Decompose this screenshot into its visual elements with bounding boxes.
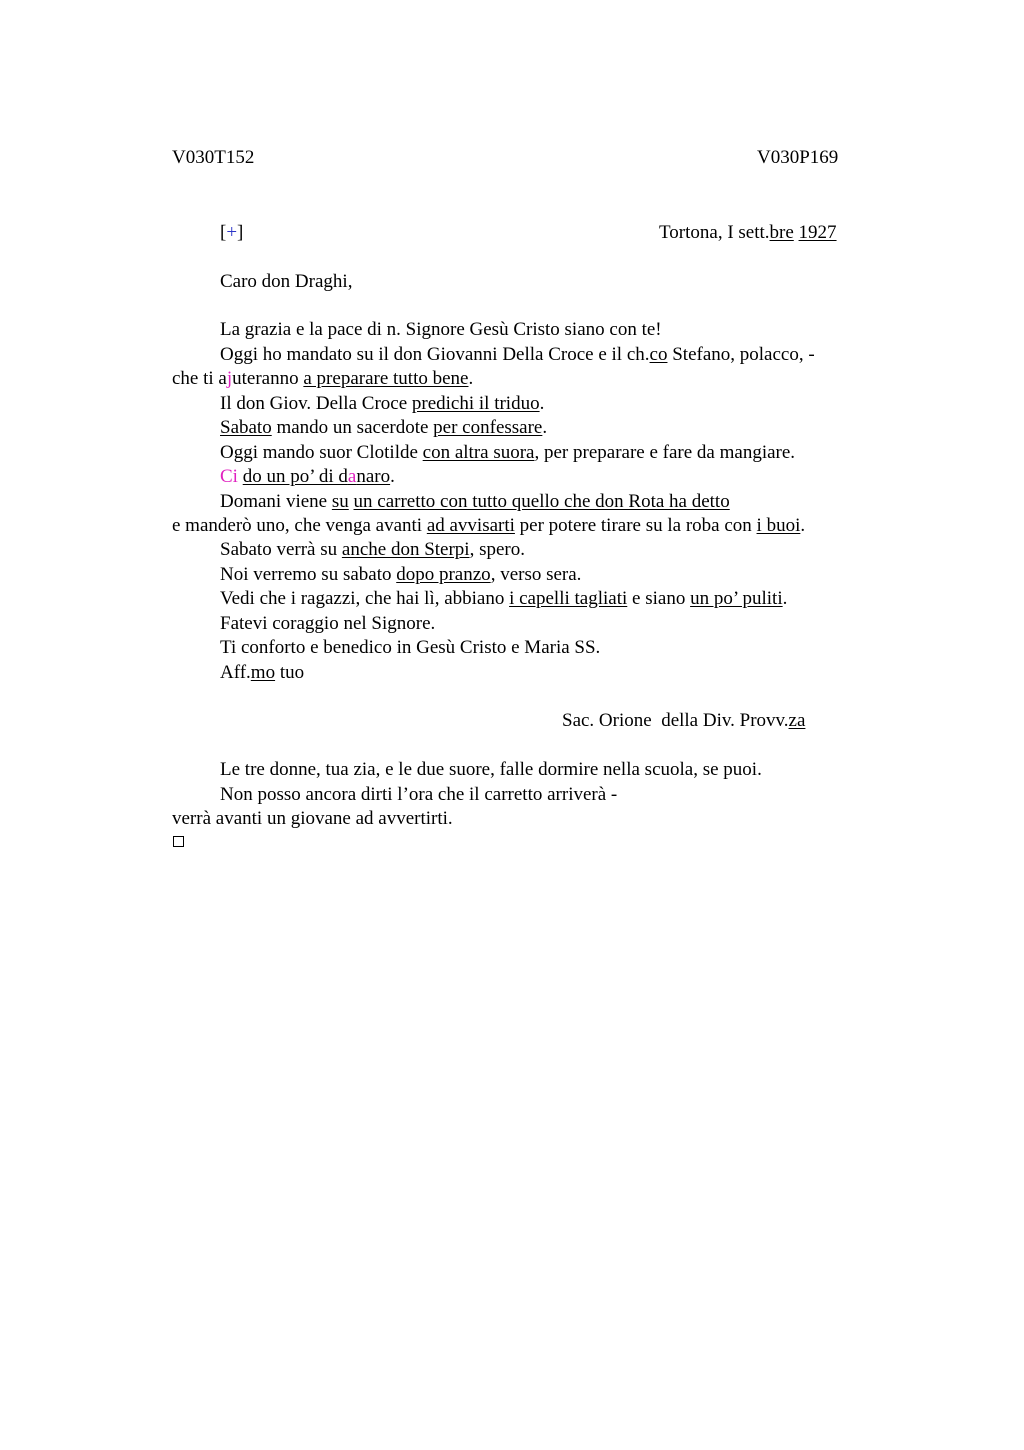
underlined-text: za: [788, 710, 806, 731]
text: do un po’ di d: [242, 466, 348, 487]
underlined-text: anche don Sterpi: [341, 539, 470, 560]
text: Noi verremo su sabato: [220, 564, 397, 585]
text: Oggi mando suor Clotilde: [220, 442, 423, 463]
postscript-line-3: verrà avanti un giovane ad avvertirti.: [172, 808, 453, 829]
postscript-line-2: Non posso ancora dirti l’ora che il carretto arriverà -: [220, 784, 618, 805]
underlined-text: su: [331, 491, 349, 512]
text: , per preparare e fare da mangiare.: [534, 442, 796, 463]
text: .: [468, 368, 474, 389]
underlined-text: Sabato: [220, 417, 272, 438]
body-line-14: Ti conforto e benedico in Gesù Cristo e Maria SS.: [220, 637, 601, 658]
text: .: [542, 417, 548, 438]
underlined-text: [243, 466, 390, 487]
dateline: [659, 222, 837, 244]
text: Sabato verrà su: [220, 539, 342, 560]
text: Oggi ho mandato su il don Giovanni Della Croce e il ch.: [220, 344, 650, 365]
body-line-7: [220, 466, 395, 488]
body-line-10: [220, 539, 525, 561]
text: .: [782, 588, 788, 609]
text: , spero.: [469, 539, 525, 560]
body-line-11: [220, 564, 581, 586]
signature: [562, 710, 805, 732]
end-of-document-box-icon: [173, 836, 184, 847]
closing: [220, 662, 304, 684]
underlined-text: predichi il triduo: [411, 393, 540, 414]
text: .: [539, 393, 545, 414]
date-year: 1927: [798, 222, 837, 243]
text: tuo: [275, 662, 305, 683]
salutation: Caro don Draghi,: [220, 271, 353, 292]
text: e siano: [627, 588, 691, 609]
body-line-1: La grazia e la pace di n. Signore Gesù Cristo siano con te!: [220, 319, 662, 340]
body-line-12: [220, 588, 787, 610]
underlined-text: i buoi: [756, 515, 801, 536]
underlined-text: a preparare tutto bene: [303, 368, 469, 389]
text: , verso sera.: [490, 564, 582, 585]
text: Il don Giov. Della Croce: [220, 393, 412, 414]
text: naro: [356, 466, 391, 487]
correction-word: Ci: [220, 466, 238, 487]
text: Stefano, polacco, -: [667, 344, 815, 365]
text: uteranno: [232, 368, 304, 389]
underlined-text: un po’ puliti: [690, 588, 783, 609]
date-place: Tortona, I sett.: [659, 222, 770, 243]
body-line-6: [220, 442, 795, 464]
body-line-8: [220, 491, 730, 513]
text: mando un sacerdote: [271, 417, 434, 438]
body-line-13: Fatevi coraggio nel Signore.: [220, 613, 436, 634]
underlined-text: i capelli tagliati: [509, 588, 628, 609]
text: per potere tirare su la roba con: [514, 515, 757, 536]
document-code-left: V030T152: [172, 147, 255, 168]
text: .: [800, 515, 806, 536]
text: .: [390, 466, 395, 487]
underlined-text: per confessare: [433, 417, 543, 438]
text: che ti a: [172, 368, 227, 389]
signature-text: Sac. Orione della Div. Provv.: [562, 710, 789, 731]
body-line-2: [220, 344, 815, 366]
body-line-3: [172, 368, 473, 390]
bracket-close: ]: [237, 222, 244, 243]
underlined-text: un carretto con tutto quello che don Rota ha detto: [353, 491, 730, 512]
underlined-text: con altra suora: [422, 442, 535, 463]
underlined-text: co: [649, 344, 668, 365]
document-code-right: V030P169: [757, 147, 839, 168]
text: Aff.: [220, 662, 251, 683]
correction-letter: j: [226, 368, 233, 389]
body-line-4: [220, 393, 544, 415]
underlined-text: mo: [250, 662, 276, 683]
underlined-text: ad avvisarti: [426, 515, 515, 536]
text: e manderò uno, che venga avanti: [172, 515, 427, 536]
postscript-line-1: Le tre donne, tua zia, e le due suore, falle dormire nella scuola, se puoi.: [220, 759, 762, 780]
body-line-5: [220, 417, 547, 439]
body-line-9: [172, 515, 805, 537]
text: Domani viene: [220, 491, 332, 512]
bracket-open: [: [220, 222, 227, 243]
underlined-text: dopo pranzo: [396, 564, 491, 585]
correction-letter: a: [347, 466, 357, 487]
text: Vedi che i ragazzi, che hai lì, abbiano: [220, 588, 510, 609]
date-month-abbr: bre: [769, 222, 794, 243]
cross-marker: [220, 222, 243, 244]
plus-sign: +: [226, 222, 238, 243]
